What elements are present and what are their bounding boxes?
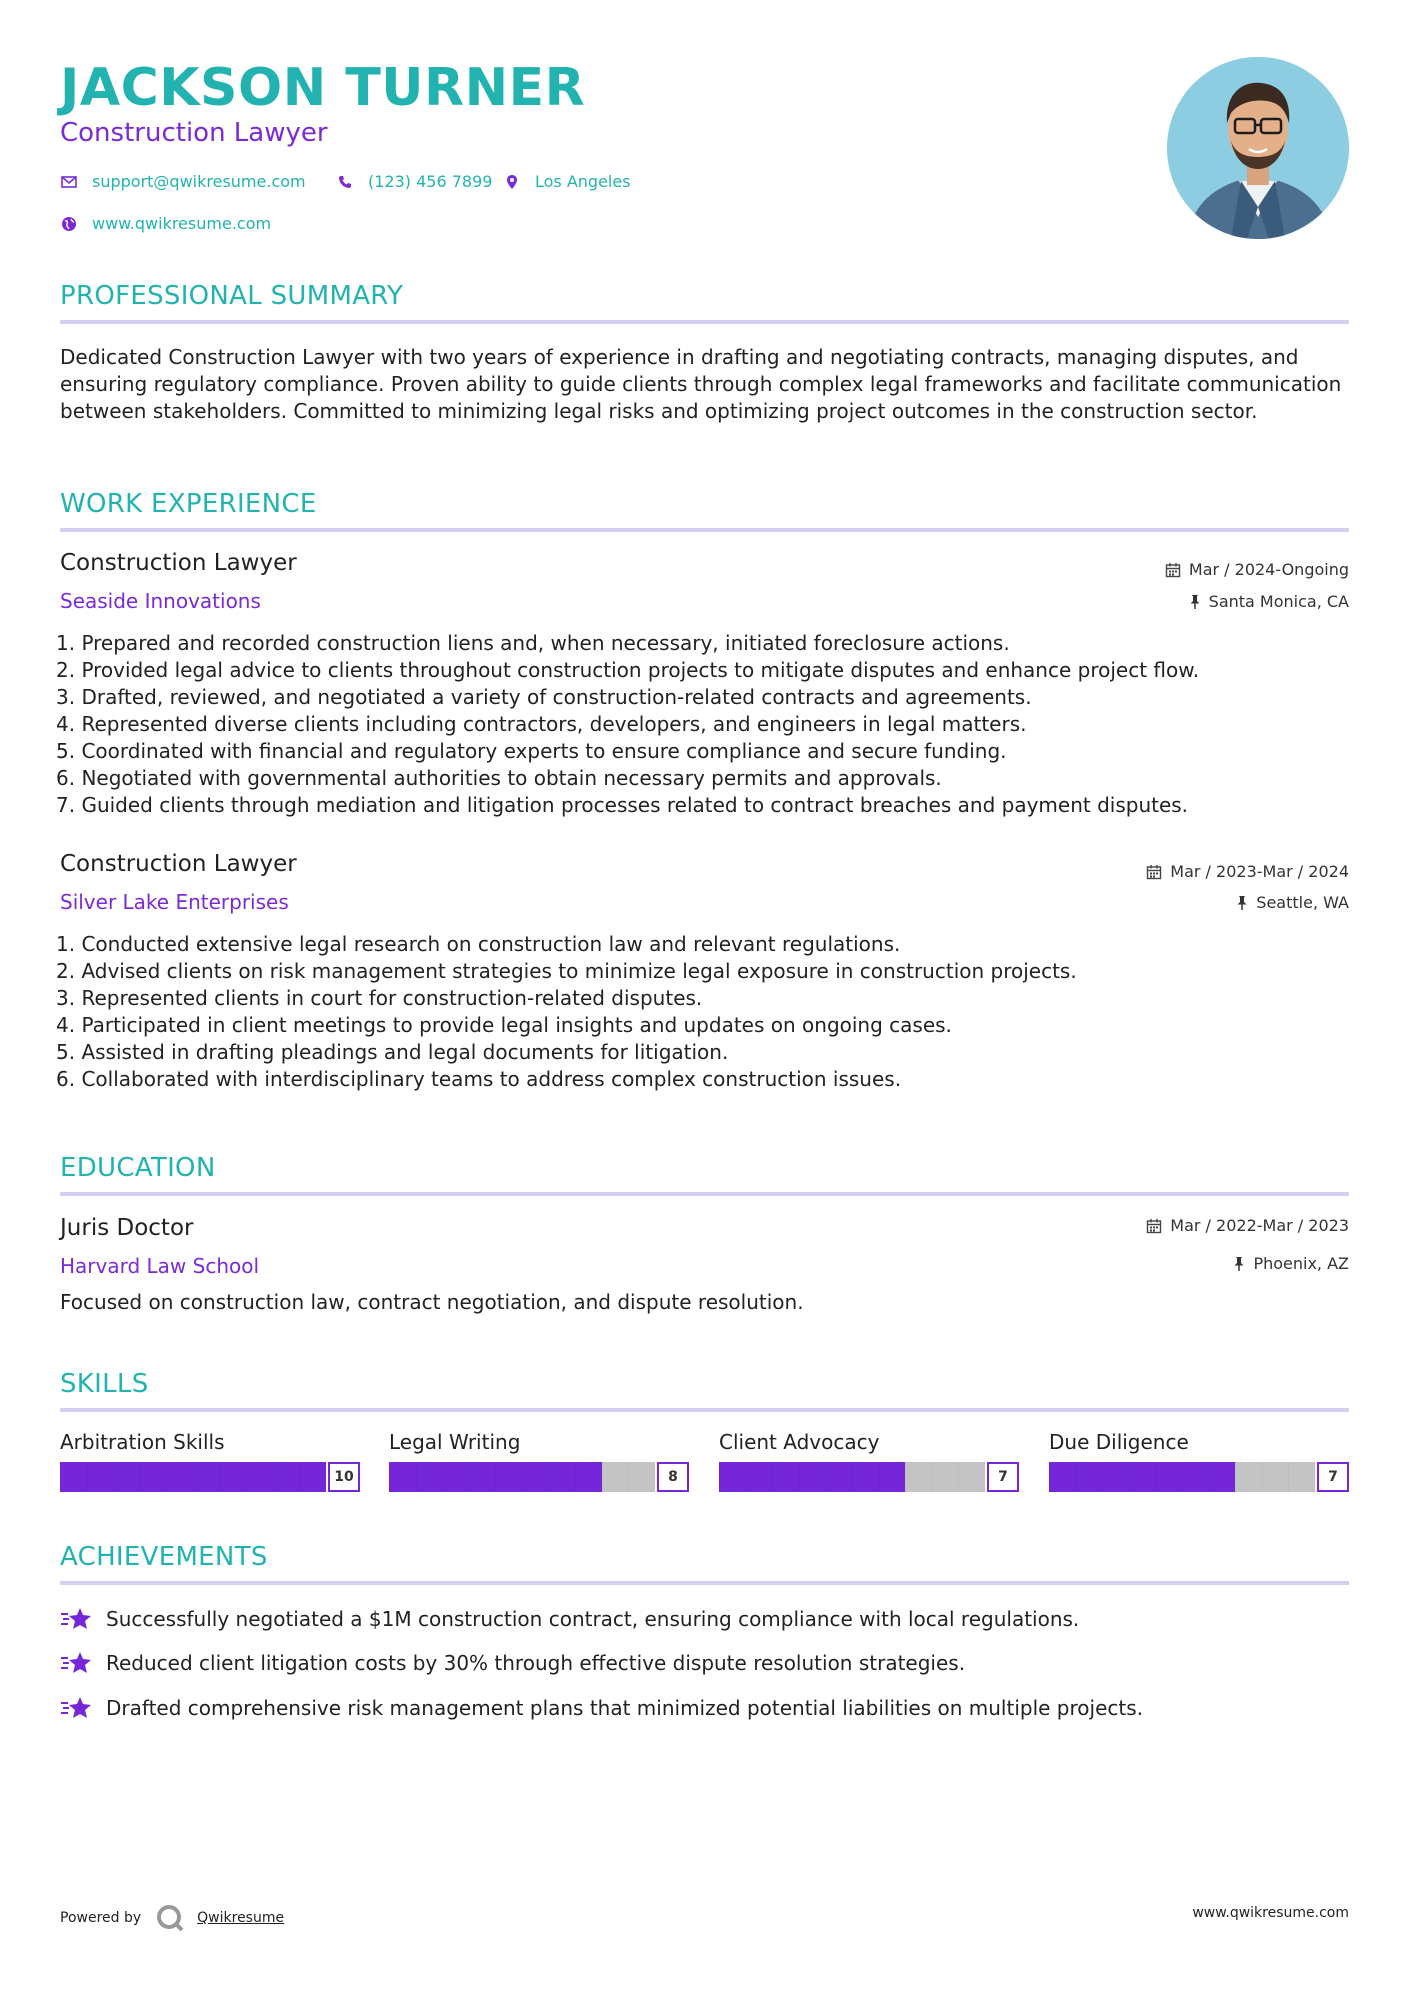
skill-level-segment	[60, 1462, 87, 1492]
skill-item	[1049, 1430, 1349, 1492]
skill-level-segment	[602, 1462, 629, 1492]
skill-level-segment	[1049, 1462, 1076, 1492]
skill-level-segment	[1262, 1462, 1289, 1492]
pushpin-icon	[1233, 1256, 1245, 1272]
achievement-item	[60, 1694, 1143, 1722]
achievement-item	[60, 1605, 1079, 1633]
skill-item	[60, 1430, 360, 1492]
skill-level-segment	[299, 1462, 326, 1492]
skill-level-segment	[575, 1462, 602, 1492]
calendar-icon	[1165, 562, 1181, 578]
skill-level-segment	[416, 1462, 443, 1492]
footer-branding	[60, 1903, 284, 1933]
list-item: 6. Collaborated with interdisciplinary teams to address complex construction issues.	[56, 1067, 902, 1091]
calendar-icon	[1146, 864, 1162, 880]
section-title-experience: WORK EXPERIENCE	[60, 489, 317, 519]
skill-item	[389, 1430, 689, 1492]
skill-name: Client Advocacy	[719, 1430, 880, 1454]
contact-website[interactable]	[60, 214, 271, 233]
skill-level-segment	[166, 1462, 193, 1492]
achievement-text: Successfully negotiated a $1M construction contract, ensuring compliance with local regulations.	[106, 1607, 1080, 1631]
skill-level-bar	[719, 1462, 1019, 1492]
skill-level-badge: 7	[1317, 1462, 1349, 1492]
skill-level-segment	[442, 1462, 469, 1492]
list-item: 6. Negotiated with governmental authorities to obtain necessary permits and approvals.	[56, 766, 942, 790]
skill-level-segment	[1288, 1462, 1315, 1492]
contact-email[interactable]	[60, 172, 306, 191]
skill-level-segment	[958, 1462, 985, 1492]
candidate-title: Construction Lawyer	[60, 118, 328, 148]
job-location: Seattle, WA	[1236, 893, 1349, 912]
section-divider	[60, 1192, 1349, 1196]
skill-name: Legal Writing	[389, 1430, 521, 1454]
qwikresume-link[interactable]: Qwikresume	[197, 1910, 285, 1926]
skill-level-segment	[1209, 1462, 1236, 1492]
skill-level-segment	[246, 1462, 273, 1492]
list-item: 3. Drafted, reviewed, and negotiated a variety of construction-related contracts and agreements.	[56, 685, 1032, 709]
list-item: 5. Assisted in drafting pleadings and legal documents for litigation.	[56, 1040, 729, 1064]
pushpin-icon	[1236, 895, 1248, 911]
skill-level-badge: 7	[987, 1462, 1019, 1492]
pushpin-icon	[1189, 594, 1201, 610]
calendar-icon	[1146, 1218, 1162, 1234]
job-bullets	[56, 630, 1346, 819]
job-dates: Mar / 2024-Ongoing	[1165, 560, 1349, 579]
skill-level-segment	[905, 1462, 932, 1492]
job-company: Silver Lake Enterprises	[60, 890, 289, 914]
list-item: 4. Represented diverse clients including contractors, developers, and engineers in legal matters.	[56, 712, 1027, 736]
skill-level-segment	[389, 1462, 416, 1492]
contact-location	[503, 172, 631, 191]
envelope-icon	[60, 173, 78, 191]
skill-level-segment	[113, 1462, 140, 1492]
list-item: 7. Guided clients through mediation and litigation processes related to contract breaches and payment disputes.	[56, 793, 1189, 817]
skill-level-segment	[1076, 1462, 1103, 1492]
skill-name: Arbitration Skills	[60, 1430, 225, 1454]
achievement-item	[60, 1649, 965, 1677]
achievement-text: Drafted comprehensive risk management plans that minimized potential liabilities on multiple projects.	[106, 1696, 1143, 1720]
email-text: support@qwikresume.com	[92, 172, 306, 191]
skill-level-bar	[1049, 1462, 1349, 1492]
skill-level-segment	[1182, 1462, 1209, 1492]
education-location: Phoenix, AZ	[1233, 1254, 1349, 1273]
star-icon	[60, 1605, 94, 1633]
skill-level-badge: 10	[328, 1462, 360, 1492]
skill-level-badge: 8	[657, 1462, 689, 1492]
skill-level-segment	[549, 1462, 576, 1492]
skill-name: Due Diligence	[1049, 1430, 1189, 1454]
phone-icon	[336, 173, 354, 191]
skill-level-segment	[1102, 1462, 1129, 1492]
phone-text: (123) 456 7899	[368, 172, 493, 191]
website-text: www.qwikresume.com	[92, 214, 272, 233]
skill-level-segment	[1235, 1462, 1262, 1492]
skill-level-segment	[522, 1462, 549, 1492]
section-divider	[60, 320, 1349, 324]
list-item: 3. Represented clients in court for construction-related disputes.	[56, 986, 703, 1010]
section-title-skills: SKILLS	[60, 1369, 149, 1399]
location-text: Los Angeles	[535, 172, 631, 191]
star-icon	[60, 1649, 94, 1677]
list-item: 2. Advised clients on risk management strategies to minimize legal exposure in construction projects.	[56, 959, 1077, 983]
skill-level-segment	[825, 1462, 852, 1492]
skill-level-segment	[1155, 1462, 1182, 1492]
skill-level-segment	[719, 1462, 746, 1492]
skill-level-segment	[746, 1462, 773, 1492]
job-title: Construction Lawyer	[60, 550, 297, 576]
section-title-summary: PROFESSIONAL SUMMARY	[60, 281, 404, 311]
section-title-achievements: ACHIEVEMENTS	[60, 1542, 268, 1572]
skill-level-segment	[799, 1462, 826, 1492]
qwikresume-logo-icon	[155, 1903, 185, 1933]
skill-level-segment	[140, 1462, 167, 1492]
section-divider	[60, 1408, 1349, 1412]
job-company: Seaside Innovations	[60, 589, 261, 613]
section-title-education: EDUCATION	[60, 1153, 216, 1183]
section-divider	[60, 1581, 1349, 1585]
skill-level-segment	[87, 1462, 114, 1492]
skill-level-segment	[932, 1462, 959, 1492]
list-item: 5. Coordinated with financial and regulatory experts to ensure compliance and secure funding.	[56, 739, 1007, 763]
job-location: Santa Monica, CA	[1189, 592, 1349, 611]
section-divider	[60, 528, 1349, 532]
powered-by-label: Powered by	[60, 1910, 142, 1926]
skill-level-segment	[220, 1462, 247, 1492]
footer-url[interactable]: www.qwikresume.com	[1192, 1905, 1349, 1921]
skill-level-bar	[60, 1462, 360, 1492]
list-item: 4. Participated in client meetings to provide legal insights and updates on ongoing cases.	[56, 1013, 952, 1037]
job-bullets	[56, 931, 1346, 1093]
contact-phone[interactable]	[336, 172, 492, 191]
skill-level-segment	[273, 1462, 300, 1492]
skill-level-segment	[628, 1462, 655, 1492]
school-name: Harvard Law School	[60, 1254, 260, 1278]
skill-level-segment	[469, 1462, 496, 1492]
map-pin-icon	[503, 173, 521, 191]
skill-level-bar	[389, 1462, 689, 1492]
skill-level-segment	[193, 1462, 220, 1492]
job-dates: Mar / 2023-Mar / 2024	[1146, 862, 1349, 881]
list-item: 2. Provided legal advice to clients throughout construction projects to mitigate disputes and enhance project flow.	[56, 658, 1200, 682]
education-dates: Mar / 2022-Mar / 2023	[1146, 1216, 1349, 1235]
skill-level-segment	[495, 1462, 522, 1492]
candidate-name: JACKSON TURNER	[60, 58, 586, 118]
job-title: Construction Lawyer	[60, 851, 297, 877]
summary-text: Dedicated Construction Lawyer with two years of experience in drafting and negotiating contracts, managing disputes, and ensuring regulatory compliance. Proven ability to guide clients through complex legal frameworks and facilitate communication between stakeholders. Committed to minimizing legal risks and optimizing project outcomes in the construction sector.	[60, 345, 1342, 423]
skill-level-segment	[772, 1462, 799, 1492]
degree-title: Juris Doctor	[60, 1215, 194, 1241]
education-description: Focused on construction law, contract negotiation, and dispute resolution.	[60, 1290, 804, 1314]
skill-level-segment	[879, 1462, 906, 1492]
skill-level-segment	[852, 1462, 879, 1492]
achievement-text: Reduced client litigation costs by 30% through effective dispute resolution strategies.	[106, 1651, 966, 1675]
list-item: 1. Conducted extensive legal research on construction law and relevant regulations.	[56, 932, 901, 956]
list-item: 1. Prepared and recorded construction liens and, when necessary, initiated foreclosure actions.	[56, 631, 1010, 655]
skill-level-segment	[1129, 1462, 1156, 1492]
skill-item	[719, 1430, 1019, 1492]
profile-photo	[1167, 57, 1349, 239]
globe-icon	[60, 215, 78, 233]
star-icon	[60, 1694, 94, 1722]
